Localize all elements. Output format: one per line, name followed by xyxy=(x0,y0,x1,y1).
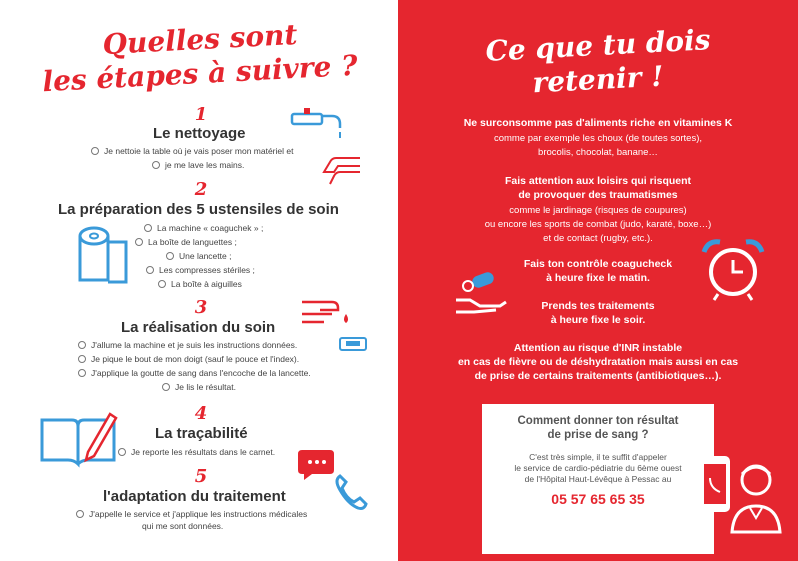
step-3-number: 3 xyxy=(194,297,208,318)
advice-2-line-1: comme le jardinage (risques de coupures) xyxy=(509,205,687,216)
step-5-item-2: qui me sont données. xyxy=(142,521,224,531)
contact-phone-number[interactable]: 05 57 65 65 35 xyxy=(551,491,645,507)
step-4-heading: La traçabilité xyxy=(155,425,248,442)
advice-5-bold-2: en cas de fièvre ou de déshydratation mais aussi en cas xyxy=(457,356,739,368)
step-2-item-4: Les compresses stériles ; xyxy=(146,265,255,275)
advice-5-bold-3: de prise de certains traitements (antibiotiques…). xyxy=(474,370,722,382)
step-5-item-1: J'appelle le service et j'applique les instructions médicales xyxy=(76,509,307,519)
advice-2-bold-2: de provoquer des traumatismes xyxy=(518,189,678,201)
advice-5-bold-1: Attention au risque d'INR instable xyxy=(513,342,683,354)
step-3-item-3: J'applique la goutte de sang dans l'encoche de la lancette. xyxy=(78,368,311,378)
alarm-clock-icon xyxy=(698,236,768,302)
step-3-item-4: Je lis le résultat. xyxy=(162,382,236,392)
step-2-number: 2 xyxy=(194,179,208,200)
advice-2-line-3: et de contact (rugby, etc.). xyxy=(543,233,653,244)
advice-3-bold-2: à heure fixe le matin. xyxy=(546,272,650,284)
finger-blood-icon xyxy=(300,294,360,334)
coaguchek-device-icon xyxy=(338,334,368,352)
faucet-icon xyxy=(288,104,348,140)
advice-1-line-1: comme par exemple les choux (de toutes sortes), xyxy=(493,133,703,144)
step-2-item-2: La boîte de languettes ; xyxy=(135,237,237,247)
step-4-item-1: Je reporte les résultats dans le carnet. xyxy=(118,447,275,457)
right-title-line2: retenir ! xyxy=(531,59,665,100)
left-title-line2: les étapes à suivre ? xyxy=(41,48,359,99)
right-title-line1: Ce que tu dois xyxy=(484,23,712,68)
step-3-item-1: J'allume la machine et je suis les instructions données. xyxy=(78,340,297,350)
step-5-heading: l'adaptation du traitement xyxy=(103,488,286,505)
notebook-pen-icon xyxy=(38,406,120,468)
step-2-item-1: La machine « coaguchek » ; xyxy=(144,223,263,233)
contact-box xyxy=(482,404,714,554)
advice-3-bold-1: Fais ton contrôle coagucheck xyxy=(523,258,673,270)
advice-2-line-2: ou encore les sports de combat (judo, karaté, boxe…) xyxy=(484,219,712,230)
step-1-heading: Le nettoyage xyxy=(153,125,246,142)
left-panel xyxy=(0,0,398,561)
advice-4-bold-1: Prends tes traitements xyxy=(541,300,655,312)
advice-1-bold: Ne surconsomme pas d'aliments riche en vitamines K xyxy=(463,117,733,129)
step-1-item-2: je me lave les mains. xyxy=(152,160,244,170)
advice-1-line-2: brocolis, chocolat, banane… xyxy=(538,147,658,158)
contact-line-1: C'est très simple, il te suffit d'appeler xyxy=(529,452,667,462)
step-5-number: 5 xyxy=(194,466,208,487)
advice-4-bold-2: à heure fixe le soir. xyxy=(550,314,646,326)
step-2-item-5: La boîte à aiguilles xyxy=(158,279,242,289)
paper-roll-icon xyxy=(72,224,132,288)
step-2-item-3: Une lancette ; xyxy=(166,251,231,261)
advice-2-bold-1: Fais attention aux loisirs qui risquent xyxy=(504,175,692,187)
step-3-heading: La réalisation du soin xyxy=(121,319,276,336)
step-1-number: 1 xyxy=(194,104,208,125)
contact-title-2: de prise de sang ? xyxy=(547,429,649,441)
step-1-item-1: Je nettoie la table où je vais poser mon matériel et xyxy=(91,146,293,156)
contact-title-1: Comment donner ton résultat xyxy=(517,415,679,427)
contact-line-2: le service de cardio-pédiatrie du 6ème ouest xyxy=(514,463,682,473)
contact-line-3: de l'Hôpital Haut-Lévêque à Pessac au xyxy=(524,474,672,484)
pills-hand-icon xyxy=(454,272,508,322)
doctor-phone-icon xyxy=(698,450,792,550)
step-3-item-2: Je pique le bout de mon doigt (sauf le pouce et l'index). xyxy=(78,354,299,364)
right-panel xyxy=(398,0,798,561)
step-4-number: 4 xyxy=(194,403,208,424)
step-2-heading: La préparation des 5 ustensiles de soin xyxy=(58,201,339,218)
phone-chat-icon xyxy=(296,446,368,512)
hands-icon xyxy=(322,146,362,186)
left-title-line1: Quelles sont xyxy=(101,17,299,62)
